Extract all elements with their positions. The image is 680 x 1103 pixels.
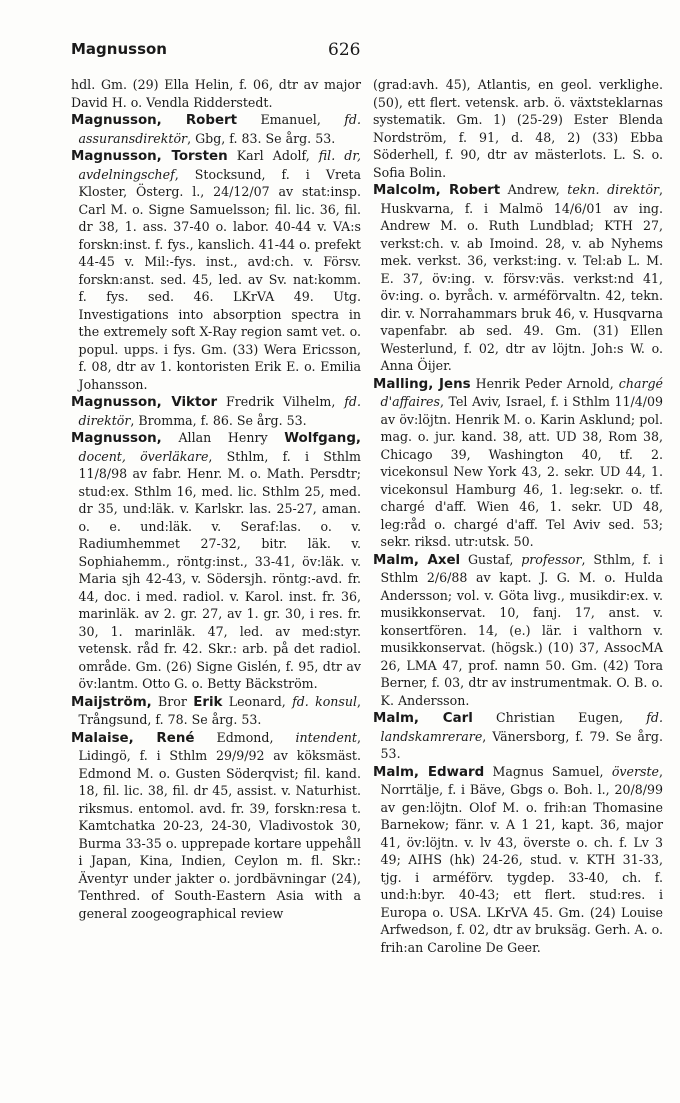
- entry: [71, 729, 361, 923]
- entry: [71, 76, 361, 111]
- entry: [71, 429, 361, 693]
- entry-given: Christian Eugen,: [472, 710, 647, 725]
- entry-text: , Lidingö, f. i Sthlm 29/9/92 av köksmäst. Edmond M. o. Gusten Söderqvist; fil. kand. 18, fil. lic. 38, fil. dr 45, assist. v. Naturhist. riksmus. entomol. avd. fr. 39, forskn:resa t. Kamtchatka 20-23, 24-30, Vladivostok 30, Burma 33-35 o. upprepade kortare uppehåll i Japan, Kina, Indien, Ceylon m. fl. Skr.: Äventyr under jakter o. jordbävningar (24), Tenthred. of South-Eastern Asia with a general zoogeographical review: [78, 729, 361, 921]
- entry-given: Karl Adolf,: [227, 148, 319, 163]
- entry: [373, 709, 663, 763]
- entry: [71, 393, 361, 429]
- entry-occupation: fd. landskamrerare: [380, 710, 663, 744]
- entry-text: , Sthlm, f. i Sthlm 11/8/98 av fabr. Henr. M. o. Math. Persdtr; stud:ex. Sthlm 16, med. lic. Sthlm 25, med. dr 35, und:läk. v. Karlskr. las. 25-27, aman. o. e. und:läk. v. Seraf:las. o. v. Radiumhemmet 27-32, bitr. läk. v. Sophiahemm., röntg:inst., 33-41, öv:läk. v. Maria sjh 42-43, v. Södersjh. röntg:-avd. fr. 44, doc. i med. radiol. v. Karol. inst. fr. 36, marinläk. av 2. gr. 27, av 1. gr. 30, i res. fr. 30, 1. marinläk. 47, led. av med:styr. vetensk. råd fr. 42. Skr.: arb. på det radiol. område. Gm. (26) Signe Gislén, f. 95, dtr av öv:lantm. Otto G. o. Betty Bäckström.: [78, 448, 361, 691]
- entry-text: , Gbg, f. 83. Se årg. 53.: [187, 130, 336, 146]
- entry-occupation: docent, överläkare: [78, 448, 209, 464]
- entry-text: hdl. Gm. (29) Ella Helin, f. 06, dtr av major David H. o. Vendla Ridderstedt.: [71, 77, 361, 110]
- entry-text: (grad:avh. 45), Atlantis, en geol. verklighe. (50), ett flert. vetensk. arb. ö. växtsteklarnas systematik. Gm. 1) (25-29) Ester Blenda Nordström, f. 91, d. 48, 2) (33) Ebba Söderhell, f. 90, dtr av mästerlots. L. S. o. Sofia Bolin.: [373, 77, 663, 180]
- entry-text: , Vänersborg, f. 79. Se årg. 53.: [380, 728, 663, 761]
- entry-name-secondary: Wolfgang,: [284, 431, 361, 446]
- entry-occupation: fd. konsul: [292, 693, 357, 709]
- entry-name: Malm, Carl: [373, 711, 473, 726]
- entry: [373, 375, 663, 551]
- entry-text: , Tel Aviv, Israel, f. i Sthlm 11/4/09 av öv:löjtn. Henrik M. o. Karin Asklund; pol. mag. o. jur. kand. 38, att. UD 38, Rom 38, Chicago 39, Washington 40, tf. 2. vicekonsul New York 43, 2. sekr. UD 44, 1. vicekonsul Hamburg 46, 1. leg:sekr. o. tf. chargé d'aff. Wien 46, 1. sekr. UD 48, leg:råd o. chargé d'aff. Tel Aviv sed. 53; sekr. riksd. utr:utsk. 50.: [380, 394, 663, 549]
- entry-name-secondary: Erik: [193, 694, 223, 710]
- entry-name: Magnusson, Viktor: [71, 395, 218, 410]
- entry-given: Fredrik Vilhelm,: [217, 394, 345, 409]
- entry: [71, 693, 361, 729]
- entry-occupation: fd. direktör: [78, 394, 361, 428]
- entry-occupation: professor: [521, 551, 582, 567]
- entry-name: Maijström,: [71, 694, 152, 710]
- entry-name: Malm, Edward: [373, 764, 485, 780]
- entry: [373, 763, 663, 957]
- entry-text: , Stocksund, f. i Vreta Kloster, Österg. l., 24/12/07 av stat:insp. Carl M. o. Signe Samuelsson; fil. lic. 36, fil. dr 38, 1. ass. 37-40 o. labor. 40-44 v. VA:s forskn:inst. f. fys., kanslich. 41-44 o. prefekt 44-45 v. Mil:-fys. inst., avd:ch. v. Försv. forskn:anst. sed. 45, led. av Sv. nat:komm. f. fys. sed. 46. LKrVA 49. Utg. Investigations into absorption spectra in the extremely soft X-Ray region samt vet. o. popul. upps. i fys. Gm. (33) Wera Ericsson, f. 08, dtr av 1. kontoristen Erik E. o. Emilia Johansson.: [78, 166, 361, 392]
- entry-name: Magnusson, Robert: [71, 113, 238, 128]
- entry: [373, 76, 663, 181]
- page-number: 626: [328, 40, 361, 60]
- entry: [373, 551, 663, 710]
- entry: [71, 111, 361, 147]
- entry-name: Magnusson, Torsten: [71, 149, 228, 164]
- entry-occupation: chargé d'affaires: [380, 375, 663, 409]
- entry-given: Andrew,: [500, 182, 568, 197]
- entry-text: , Huskvarna, f. i Malmö 14/6/01 av ing. Andrew M. o. Ruth Lundblad; KTH 27, verkst:ch. v. ab Imoind. 28, v. ab Nyhems mek. verkst. 36, verkst:ing. v. Tel:ab L. M. E. 37, öv:ing. v. försv:väs. verkst:nd 41, öv:ing. o. byråch. v. arméförvaltn. 42, tekn. dir. v. Norrahammars bruk 46, v. Husqvarna vapenfabr. ab sed. 49. Gm. (31) Ellen Westerlund, f. 02, dtr av löjtn. Joh:s W. o. Anna Öijer.: [380, 182, 663, 373]
- entry-given: Allan Henry: [161, 430, 285, 445]
- entry-text: , Trångsund, f. 78. Se årg. 53.: [78, 693, 362, 727]
- entry-occupation: fd. assuransdirektör: [78, 112, 361, 146]
- entry-given: Henrik Peder Arnold,: [470, 375, 619, 391]
- running-head-surname: Magnusson: [71, 40, 167, 58]
- entry-given-secondary: Leonard,: [222, 693, 293, 709]
- entry-name: Magnusson,: [71, 431, 162, 446]
- entry-occupation: tekn. direktör: [567, 182, 659, 197]
- entry-given: Magnus Samuel,: [484, 763, 612, 779]
- entry-text: , Norrtälje, f. i Bäve, Gbgs o. Boh. l., 20/8/99 av gen:löjtn. Olof M. o. frih:an Thomasine Barnekow; fänr. v. A 1 21, kapt. 36, major 41, öv:löjtn. v. lv 43, överste o. ch. f. Lv 3 49; AIHS (hk) 24-26, stud. v. KTH 31-33, tjg. i arméförv. tygdep. 33-40, ch. f. und:h:byr. 40-43; ett flert. stud:res. i Europa o. USA. LKrVA 45. Gm. (24) Louise Arfwedson, f. 02, dtr av bruksäg. Gerh. A. o. frih:an Caroline De Geer.: [380, 763, 663, 955]
- left-column: [71, 76, 361, 922]
- entry-name: Malling, Jens: [373, 376, 471, 392]
- entry-text: , Bromma, f. 86. Se årg. 53.: [130, 412, 307, 428]
- entry-given: Edmond,: [194, 729, 296, 745]
- entry-occupation: intendent: [295, 729, 357, 745]
- entry-name: Malcolm, Robert: [373, 183, 501, 198]
- entry-name: Malaise, René: [71, 730, 195, 746]
- entry-occupation: fil. dr, avdelningschef: [78, 148, 361, 182]
- entry-given: Gustaf,: [460, 551, 522, 567]
- entry-occupation: överste: [611, 763, 659, 779]
- entry-name: Malm, Axel: [373, 552, 461, 568]
- entry-text: , Sthlm, f. i Sthlm 2/6/88 av kapt. J. G. M. o. Hulda Andersson; vol. v. Göta livg., musikdir:ex. v. musikkonservat. 10, fanj. 17, anst. v. konsertfören. 14, (e.) lär. i valthorn v. musikkonservat. (högsk.) (10) 37, AssocMA 26, LMA 47, prof. namn 50. Gm. (42) Tora Berner, f. 03, dtr av instrumentmak. O. B. o. K. Andersson.: [380, 551, 663, 708]
- entry: [373, 181, 663, 375]
- entry-given: Emanuel,: [237, 112, 345, 127]
- entry: [71, 147, 361, 393]
- right-column: [373, 76, 663, 956]
- entry-given: Bror: [151, 693, 194, 709]
